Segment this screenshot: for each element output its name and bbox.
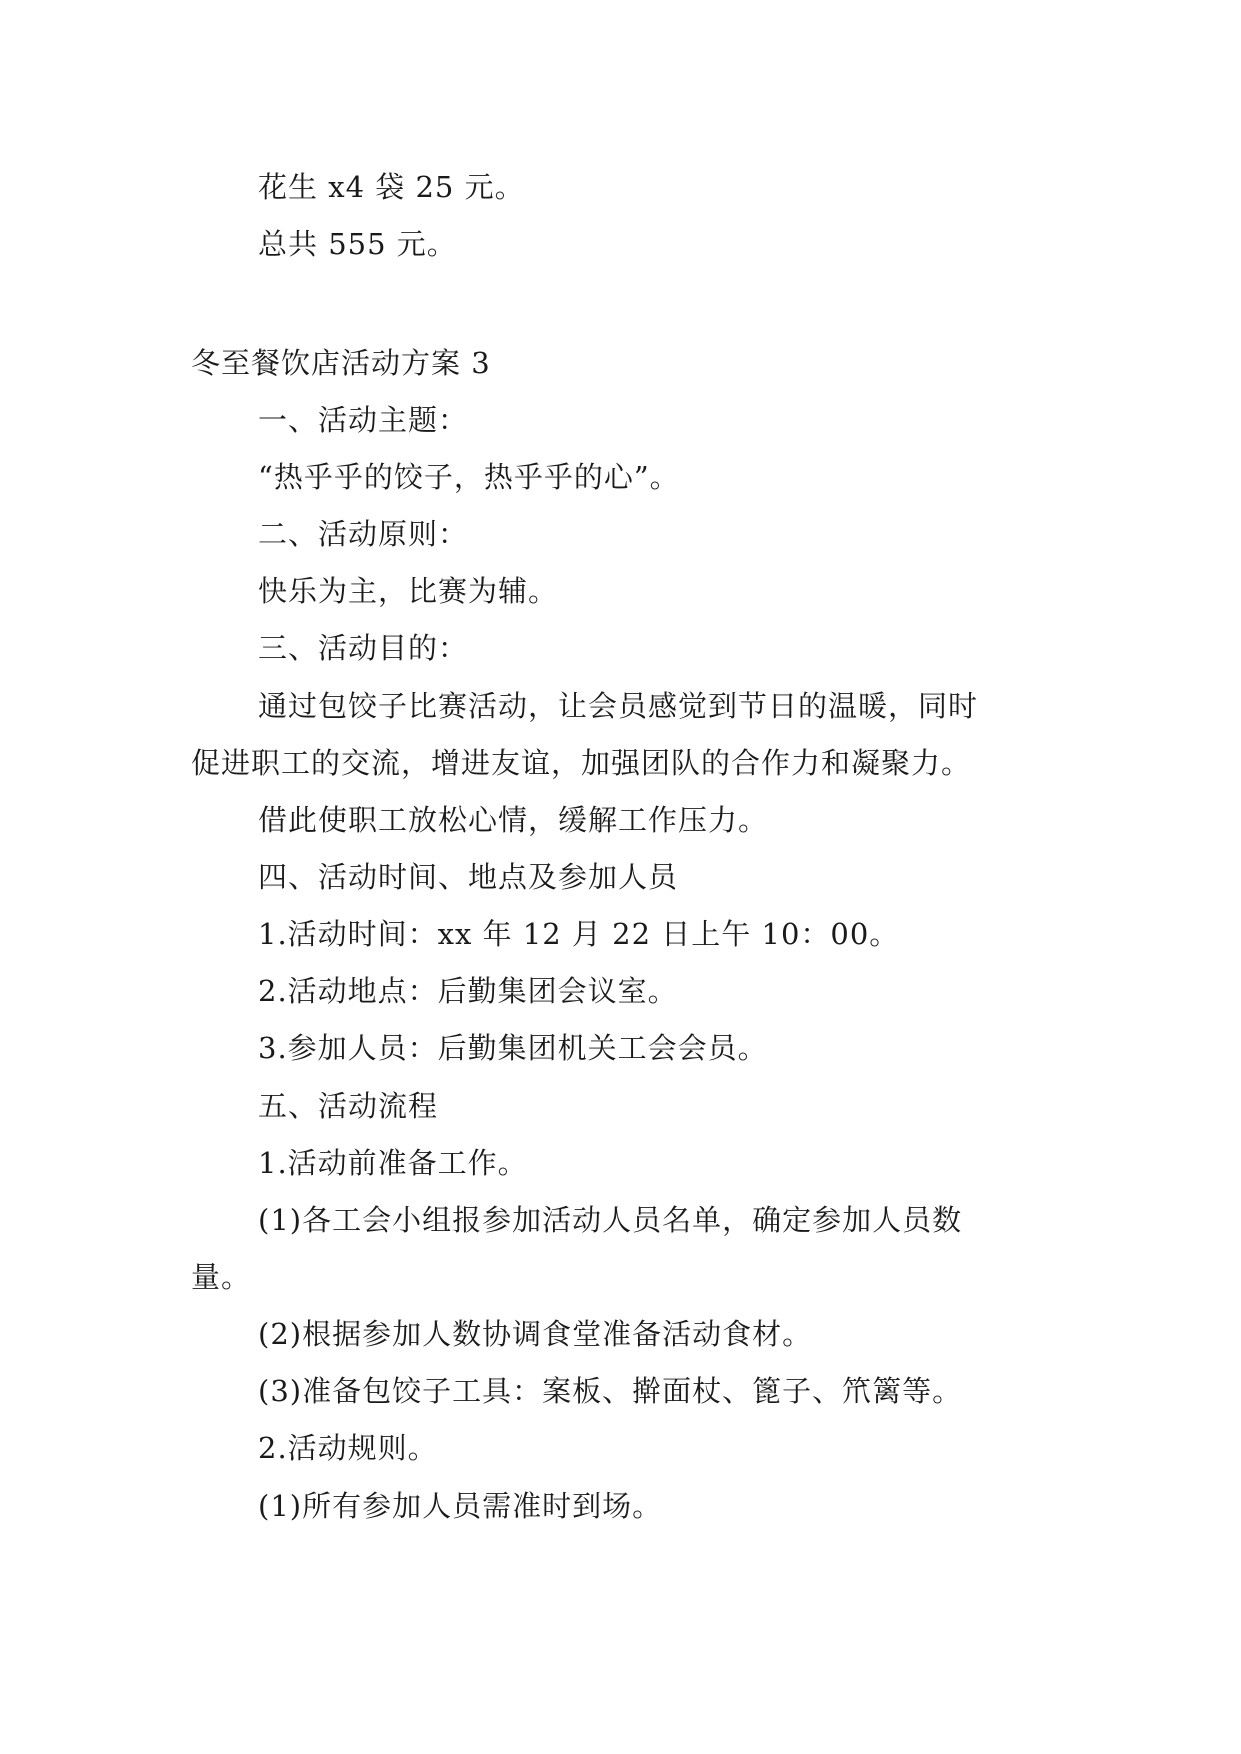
- prep-item-1-line-2: 量。: [191, 1260, 252, 1294]
- total-cost-line: 总共 555 元。: [258, 227, 457, 261]
- prep-item-3: (3)准备包饺子工具：案板、擀面杖、篦子、笊篱等。: [258, 1374, 963, 1408]
- principle-text: 快乐为主，比赛为辅。: [258, 574, 559, 608]
- peanut-cost-line: 花生 x4 袋 25 元。: [258, 170, 525, 204]
- participants: 3.参加人员：后勤集团机关工会会员。: [258, 1031, 768, 1065]
- prep-work: 1.活动前准备工作。: [258, 1146, 528, 1180]
- activity-location: 2.活动地点：后勤集团会议室。: [258, 974, 678, 1008]
- prep-item-1-line-1: (1)各工会小组报参加活动人员名单，确定参加人员数: [258, 1203, 963, 1237]
- theme-text: “热乎乎的饺子，热乎乎的心”。: [258, 460, 680, 494]
- prep-item-2: (2)根据参加人数协调食堂准备活动食材。: [258, 1317, 813, 1351]
- rule-item-1: (1)所有参加人员需准时到场。: [258, 1489, 663, 1523]
- heading-time-place: 四、活动时间、地点及参加人员: [258, 860, 679, 894]
- heading-process: 五、活动流程: [258, 1089, 439, 1123]
- activity-rules: 2.活动规则。: [258, 1431, 438, 1465]
- heading-purpose: 三、活动目的：: [258, 631, 469, 665]
- activity-time: 1.活动时间：xx 年 12 月 22 日上午 10：00。: [258, 917, 900, 951]
- purpose-text-line-1: 通过包饺子比赛活动，让会员感觉到节日的温暖，同时: [258, 689, 979, 723]
- purpose-text-line-3: 借此使职工放松心情，缓解工作压力。: [258, 803, 769, 837]
- purpose-text-line-2: 促进职工的交流，增进友谊，加强团队的合作力和凝聚力。: [191, 746, 972, 780]
- section-title: 冬至餐饮店活动方案 3: [191, 346, 491, 380]
- heading-theme: 一、活动主题：: [258, 403, 469, 437]
- heading-principle: 二、活动原则：: [258, 517, 469, 551]
